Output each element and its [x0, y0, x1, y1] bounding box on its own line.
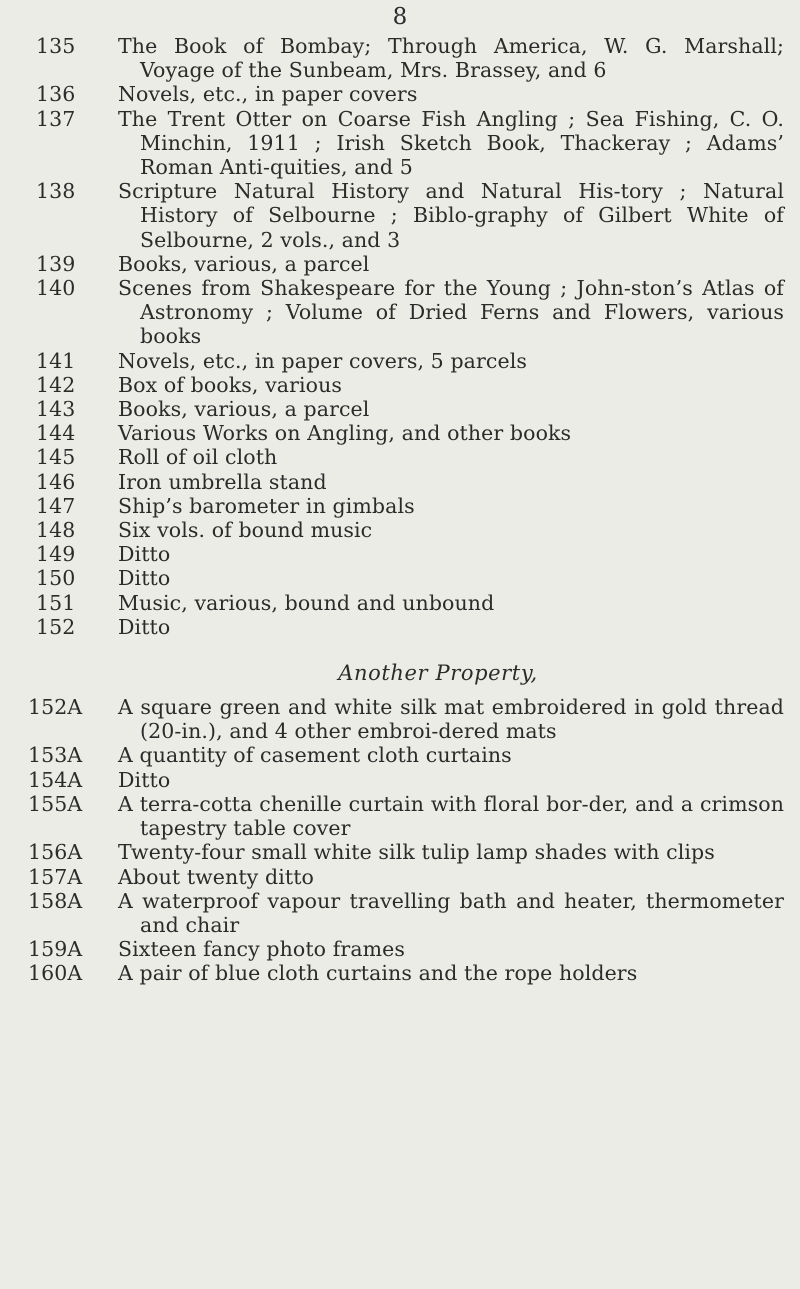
lot-description: A square green and white silk mat embroidered in gold thread (20-in.), and 4 other embroi-dered mats — [118, 695, 784, 744]
lot-description: Six vols. of bound music — [118, 518, 373, 543]
lot-description: Sixteen fancy photo frames — [118, 937, 406, 962]
lot-number: 157A — [28, 864, 83, 889]
lot-description: Twenty-four small white silk tulip lamp shades with clips — [118, 840, 715, 865]
lot-entry — [28, 82, 788, 106]
lot-entry — [28, 470, 788, 494]
lot-description: Novels, etc., in paper covers — [118, 82, 418, 107]
lot-number: 153A — [28, 743, 83, 768]
lot-number: 142 — [36, 372, 76, 397]
lot-group-first — [28, 34, 788, 639]
lot-number: 156A — [28, 840, 83, 865]
lot-entry — [28, 179, 788, 252]
lot-description: Box of books, various — [118, 372, 343, 397]
lot-entry — [28, 961, 788, 985]
lot-number: 148 — [36, 518, 76, 543]
lot-description: Ditto — [118, 767, 171, 792]
lot-number: 141 — [36, 348, 76, 373]
page-number: 8 — [392, 4, 408, 30]
lot-number: 135 — [36, 34, 76, 58]
lot-number: 152A — [28, 695, 83, 720]
lot-description: About twenty ditto — [118, 864, 314, 889]
lot-entry — [28, 34, 788, 82]
lot-entry — [28, 349, 788, 373]
lot-number: 152 — [36, 614, 76, 639]
lot-description: The Book of Bombay; Through America, W. G. Marshall; Voyage of the Sunbeam, Mrs. Brassey, and 6 — [118, 34, 784, 83]
lot-description: Ditto — [118, 566, 171, 591]
lot-entry — [28, 397, 788, 421]
lot-description: A quantity of casement cloth curtains — [118, 743, 512, 768]
lot-description: Scripture Natural History and Natural His-tory ; Natural History of Selbourne ; Biblo-graphy of Gilbert White of Selbourne, 2 vols., and 3 — [118, 179, 784, 252]
lot-number: 160A — [28, 961, 83, 986]
lot-entry — [28, 865, 788, 889]
lot-number: 151 — [36, 590, 76, 615]
lot-number: 139 — [36, 251, 76, 276]
lot-number: 155A — [28, 791, 83, 816]
lot-description: Books, various, a parcel — [118, 251, 370, 276]
lot-entry — [28, 252, 788, 276]
lot-entry — [28, 518, 788, 542]
lot-number: 145 — [36, 445, 76, 470]
section-heading: Another Property, — [338, 661, 538, 686]
lot-list — [28, 34, 788, 986]
lot-number: 158A — [28, 888, 83, 913]
lot-number: 144 — [36, 421, 76, 446]
lot-number: 154A — [28, 767, 83, 792]
lot-entry — [28, 494, 788, 518]
lot-entry — [28, 373, 788, 397]
lot-description: A waterproof vapour travelling bath and heater, thermometer and chair — [118, 888, 784, 937]
lot-entry — [28, 840, 788, 864]
lot-entry — [28, 615, 788, 639]
lot-entry — [28, 768, 788, 792]
lot-entry — [28, 695, 788, 743]
lot-entry — [28, 107, 788, 180]
lot-entry — [28, 889, 788, 937]
lot-number: 150 — [36, 566, 76, 591]
lot-entry — [28, 792, 788, 840]
lot-description: Ship’s barometer in gimbals — [118, 493, 415, 518]
lot-number: 140 — [36, 276, 76, 301]
lot-description: A terra-cotta chenille curtain with floral bor-der, and a crimson tapestry table cover — [118, 791, 784, 841]
lot-entry — [28, 542, 788, 566]
lot-description: Novels, etc., in paper covers, 5 parcels — [118, 348, 527, 373]
lot-description: Ditto — [118, 542, 171, 567]
lot-number: 137 — [36, 106, 76, 131]
lot-number: 147 — [36, 493, 76, 518]
lot-entry — [28, 421, 788, 445]
lot-number: 136 — [36, 82, 76, 107]
lot-description: Books, various, a parcel — [118, 397, 370, 422]
lot-description: Scenes from Shakespeare for the Young ; John-ston’s Atlas of Astronomy ; Volume of Dried Ferns and Flowers, various books — [118, 276, 784, 349]
lot-number: 159A — [28, 937, 83, 962]
lot-number: 146 — [36, 469, 76, 494]
lot-description: Iron umbrella stand — [118, 469, 327, 494]
lot-description: A pair of blue cloth curtains and the rope holders — [118, 961, 638, 986]
lot-description: Music, various, bound and unbound — [118, 590, 495, 615]
lot-entry — [28, 591, 788, 615]
lot-group-second — [28, 695, 788, 985]
lot-entry — [28, 445, 788, 469]
lot-entry — [28, 937, 788, 961]
lot-entry — [28, 743, 788, 767]
lot-number: 138 — [36, 179, 76, 204]
lot-number: 149 — [36, 542, 76, 567]
lot-entry — [28, 276, 788, 349]
lot-entry — [28, 566, 788, 590]
lot-description: Ditto — [118, 614, 171, 639]
lot-description: The Trent Otter on Coarse Fish Angling ; Sea Fishing, C. O. Minchin, 1911 ; Irish Sketch Book, Thackeray ; Adams’ Roman Anti-quities, and 5 — [118, 106, 784, 180]
lot-number: 143 — [36, 397, 76, 422]
lot-description: Roll of oil cloth — [118, 445, 278, 470]
lot-description: Various Works on Angling, and other books — [118, 421, 572, 446]
